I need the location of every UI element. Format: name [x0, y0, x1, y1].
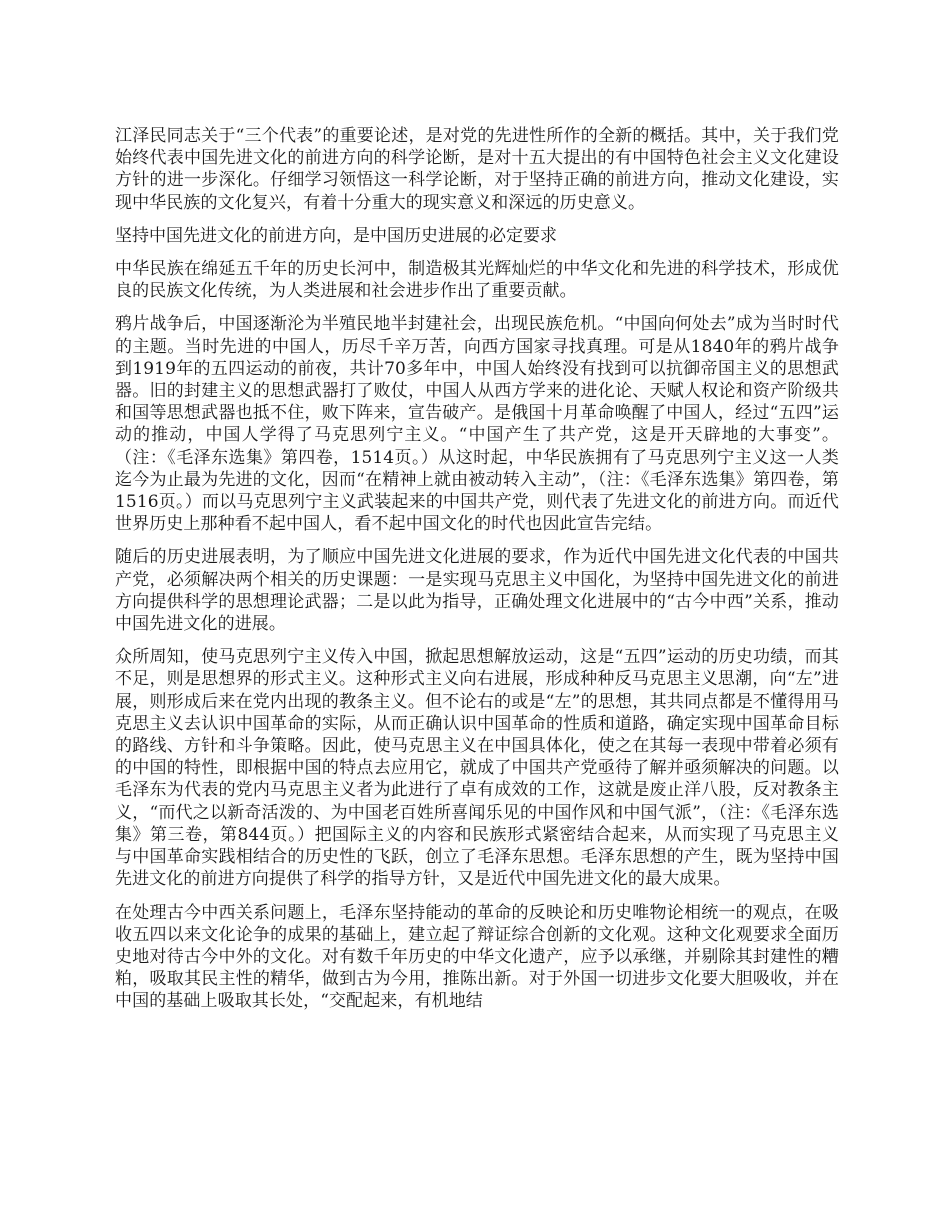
- body-paragraph: 随后的历史进展表明，为了顺应中国先进文化进展的要求，作为近代中国先进文化代表的中国共产党，必须解决两个相关的历史课题：一是实现马克思主义中国化，为坚持中国先进文化的前进方向提供科学的思想理论武器；二是以此为指导，正确处理文化进展中的“古今中西”关系，推动中国先进文化的进展。: [115, 547, 839, 635]
- body-paragraph: 众所周知，使马克思列宁主义传入中国，掀起思想解放运动，这是“五四”运动的历史功绩，而其不足，则是思想界的形式主义。这种形式主义向右进展，形成种种反马克思主义思潮，向“左”进展，则形成后来在党内出现的教条主义。但不论右的或是“左”的思想，其共同点都是不懂得用马克思主义去认识中国革命的实际，从而正确认识中国革命的性质和道路，确定实现中国革命目标的路线、方针和斗争策略。因此，使马克思主义在中国具体化，使之在其每一表现中带着必须有的中国的特性，即根据中国的特点去应用它，就成了中国共产党亟待了解并亟须解决的问题。以毛泽东为代表的党内马克思主义者为此进行了卓有成效的工作，这就是废止洋八股，反对教条主义，“而代之以新奇活泼的、为中国老百姓所喜闻乐见的中国作风和中国气派”，（注：《毛泽东选集》第三卷，第844页。）把国际主义的内容和民族形式紧密结合起来，从而实现了马克思主义与中国革命实践相结合的历史性的飞跃，创立了毛泽东思想。毛泽东思想的产生，既为坚持中国先进文化的前进方向提供了科学的指导方针，又是近代中国先进文化的最大成果。: [115, 647, 839, 890]
- body-paragraph: 鸦片战争后，中国逐渐沦为半殖民地半封建社会，出现民族危机。“中国向何处去”成为当时时代的主题。当时先进的中国人，历尽千辛万苦，向西方国家寻找真理。可是从1840年的鸦片战争到1919年的五四运动的前夜，共计70多年中，中国人始终没有找到可以抗御帝国主义的思想武器。旧的封建主义的思想武器打了败仗，中国人从西方学来的进化论、天赋人权论和资产阶级共和国等思想武器也抵不住，败下阵来，宣告破产。是俄国十月革命唤醒了中国人，经过“五四”运动的推动，中国人学得了马克思列宁主义。“中国产生了共产党，这是开天辟地的大事变”。（注：《毛泽东选集》第四卷，1514页。）从这时起，中华民族拥有了马克思列宁主义这一人类迄今为止最为先进的文化，因而“在精神上就由被动转入主动”，（注：《毛泽东选集》第四卷，第1516页。）而以马克思列宁主义武装起来的中国共产党，则代表了先进文化的前进方向。而近代世界历史上那种看不起中国人，看不起中国文化的时代也因此宣告完结。: [115, 314, 839, 535]
- document-page: [115, 125, 839, 1024]
- body-paragraph: 在处理古今中西关系问题上，毛泽东坚持能动的革命的反映论和历史唯物论相统一的观点，在吸收五四以来文化论争的成果的基础上，建立起了辩证综合创新的文化观。这种文化观要求全面历史地对待古今中外的文化。对有数千年历史的中华文化遗产，应予以承继，并剔除其封建性的糟粕，吸取其民主性的精华，做到古为今用，推陈出新。对于外国一切进步文化要大胆吸收，并在中国的基础上吸取其长处，“交配起来，有机地结: [115, 902, 839, 1012]
- section-heading: 坚持中国先进文化的前进方向，是中国历史进展的必定要求: [115, 225, 557, 246]
- intro-paragraph: 江泽民同志关于“三个代表”的重要论述，是对党的先进性所作的全新的概括。其中，关于我们党始终代表中国先进文化的前进方向的科学论断，是对十五大提出的有中国特色社会主义文化建设方针的进一步深化。仔细学习领悟这一科学论断，对于坚持正确的前进方向，推动文化建设，实现中华民族的文化复兴，有着十分重大的现实意义和深远的历史意义。: [115, 126, 839, 213]
- body-paragraph: 中华民族在绵延五千年的历史长河中，制造极其光辉灿烂的中华文化和先进的科学技术，形成优良的民族文化传统，为人类进展和社会进步作出了重要贡献。: [115, 259, 839, 302]
